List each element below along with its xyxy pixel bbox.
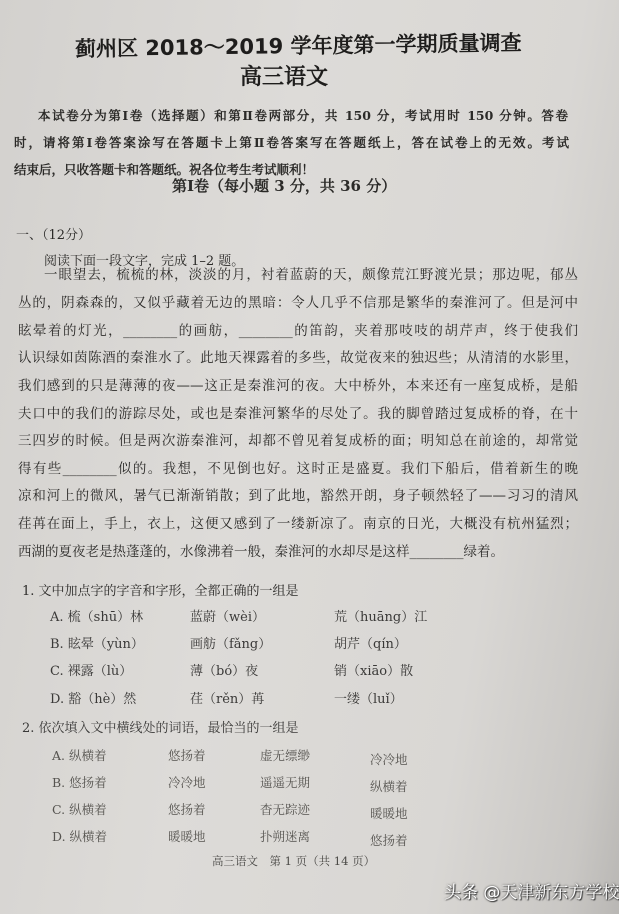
question-stem: 1. 文中加点字的字音和字形，全都正确的一组是: [22, 584, 299, 599]
option-a-item: 虚无缥缈: [260, 748, 311, 763]
option-d-item: 荏（rěn）苒: [190, 692, 265, 707]
option-b: B. 悠扬着: [52, 775, 107, 790]
option-b-item: 画舫（fǎng）: [190, 637, 272, 652]
reading-prompt: 阅读下面一段文字，完成 1–2 题。: [44, 254, 245, 269]
exam-subject: 高三语文: [240, 65, 329, 90]
option-d-item: 扑朔迷离: [260, 829, 311, 844]
option-d-item: 暖暖地: [168, 829, 206, 844]
option-b-item: 纵横着: [370, 779, 408, 794]
passage-line: 荏苒在面上，手上，衣上，这便又感到了一缕新凉了。南京的日光，大概没有杭州猛烈；: [18, 516, 578, 532]
instruction-line: 本试卷分为第Ⅰ卷（选择题）和第Ⅱ卷两部分，共 150 分，考试用时 150 分钟。答卷: [38, 108, 568, 123]
option-b-item: 遥遥无期: [260, 775, 311, 790]
instruction-line: 时，请将第Ⅰ卷答案涂写在答题卡上第Ⅱ卷答案写在答题纸上，答在试卷上的无效。考试: [14, 135, 569, 150]
passage-line: 西湖的夏夜老是热蓬蓬的，水像沸着一般，秦淮河的水却尽是这样________绿着。: [18, 544, 504, 560]
option-d-item: 一缕（luǐ）: [334, 692, 403, 707]
page-footer: 高三语文 第 1 页（共 14 页）: [212, 854, 376, 868]
option-c-item: 悠扬着: [168, 802, 206, 817]
passage-line: 眩晕着的灯光，________的画舫，________的笛韵，夹着那吱吱的胡芹声，终于使我们: [18, 323, 578, 339]
passage-line: 得有些________似的。我想，不见倒也好。这时正是盛夏。我们下船后，借着新生的晚: [18, 461, 578, 477]
watermark: 头条 @天津新东方学校: [444, 883, 619, 903]
passage-line: 夫口中的我们的游踪尽处，或也是秦淮河繁华的尽处了。我的脚曾踏过复成桥的脊，在十: [18, 406, 578, 422]
passage-line: 我们感到的只是薄薄的夜——这正是秦淮河的夜。大中桥外，本来还有一座复成桥，是船: [18, 378, 578, 394]
option-b: B. 眩晕（yùn）: [50, 637, 144, 652]
option-b-item: 冷冷地: [168, 775, 206, 790]
section-heading: 第Ⅰ卷（每小题 3 分，共 36 分）: [172, 177, 397, 195]
question-stem: 2. 依次填入文中横线处的词语，最恰当的一组是: [22, 721, 299, 736]
option-d: D. 纵横着: [52, 829, 108, 844]
option-a: A. 纵横着: [52, 748, 107, 763]
option-c: C. 纵横着: [52, 802, 107, 817]
passage-line: 认识绿如茵陈酒的秦淮水了。此地天裸露着的多些，故觉夜来的独迟些；从清清的水影里，: [18, 350, 578, 366]
option-a-item: 蓝蔚（wèi）: [190, 610, 265, 625]
option-d-item: 悠扬着: [370, 833, 408, 848]
option-c-item: 杳无踪迹: [260, 802, 311, 817]
option-c-item: 销（xiāo）散: [334, 664, 414, 679]
option-a-item: 荒（huāng）江: [334, 610, 428, 625]
exam-title: 蓟州区 2018～2019 学年度第一学期质量调查: [74, 30, 522, 62]
option-c-item: 暖暖地: [370, 806, 408, 821]
passage-line: 凉和河上的微风，暑气已渐渐销散；到了此地，豁然开朗，身子顿然轻了——习习的清风: [18, 488, 578, 504]
option-a: A. 梳（shū）林: [50, 610, 144, 625]
option-c: C. 裸露（lù）: [50, 664, 133, 679]
option-d: D. 豁（hè）然: [50, 692, 137, 707]
instruction-line: 结束后，只收答题卡和答题纸。祝各位考生考试顺利！: [14, 162, 315, 177]
option-c-item: 薄（bó）夜: [190, 664, 259, 679]
passage-line: 三四岁的时候。但是两次游秦淮河，却都不曾见着复成桥的面；明知总在前途的，却常觉: [18, 433, 578, 449]
passage-line: 丛的，阴森森的，又似乎藏着无边的黑暗：令人几乎不信那是繁华的秦淮河了。但是河中: [18, 295, 578, 311]
option-a-item: 悠扬着: [168, 748, 206, 763]
option-a-item: 冷冷地: [370, 752, 408, 767]
part-heading: 一、（12分）: [16, 228, 92, 243]
passage-line: 一眼望去，梳梳的林，淡淡的月，衬着蓝蔚的天，颇像荒江野渡光景；那边呢，郁丛: [44, 267, 578, 283]
option-b-item: 胡芹（qín）: [334, 637, 407, 652]
